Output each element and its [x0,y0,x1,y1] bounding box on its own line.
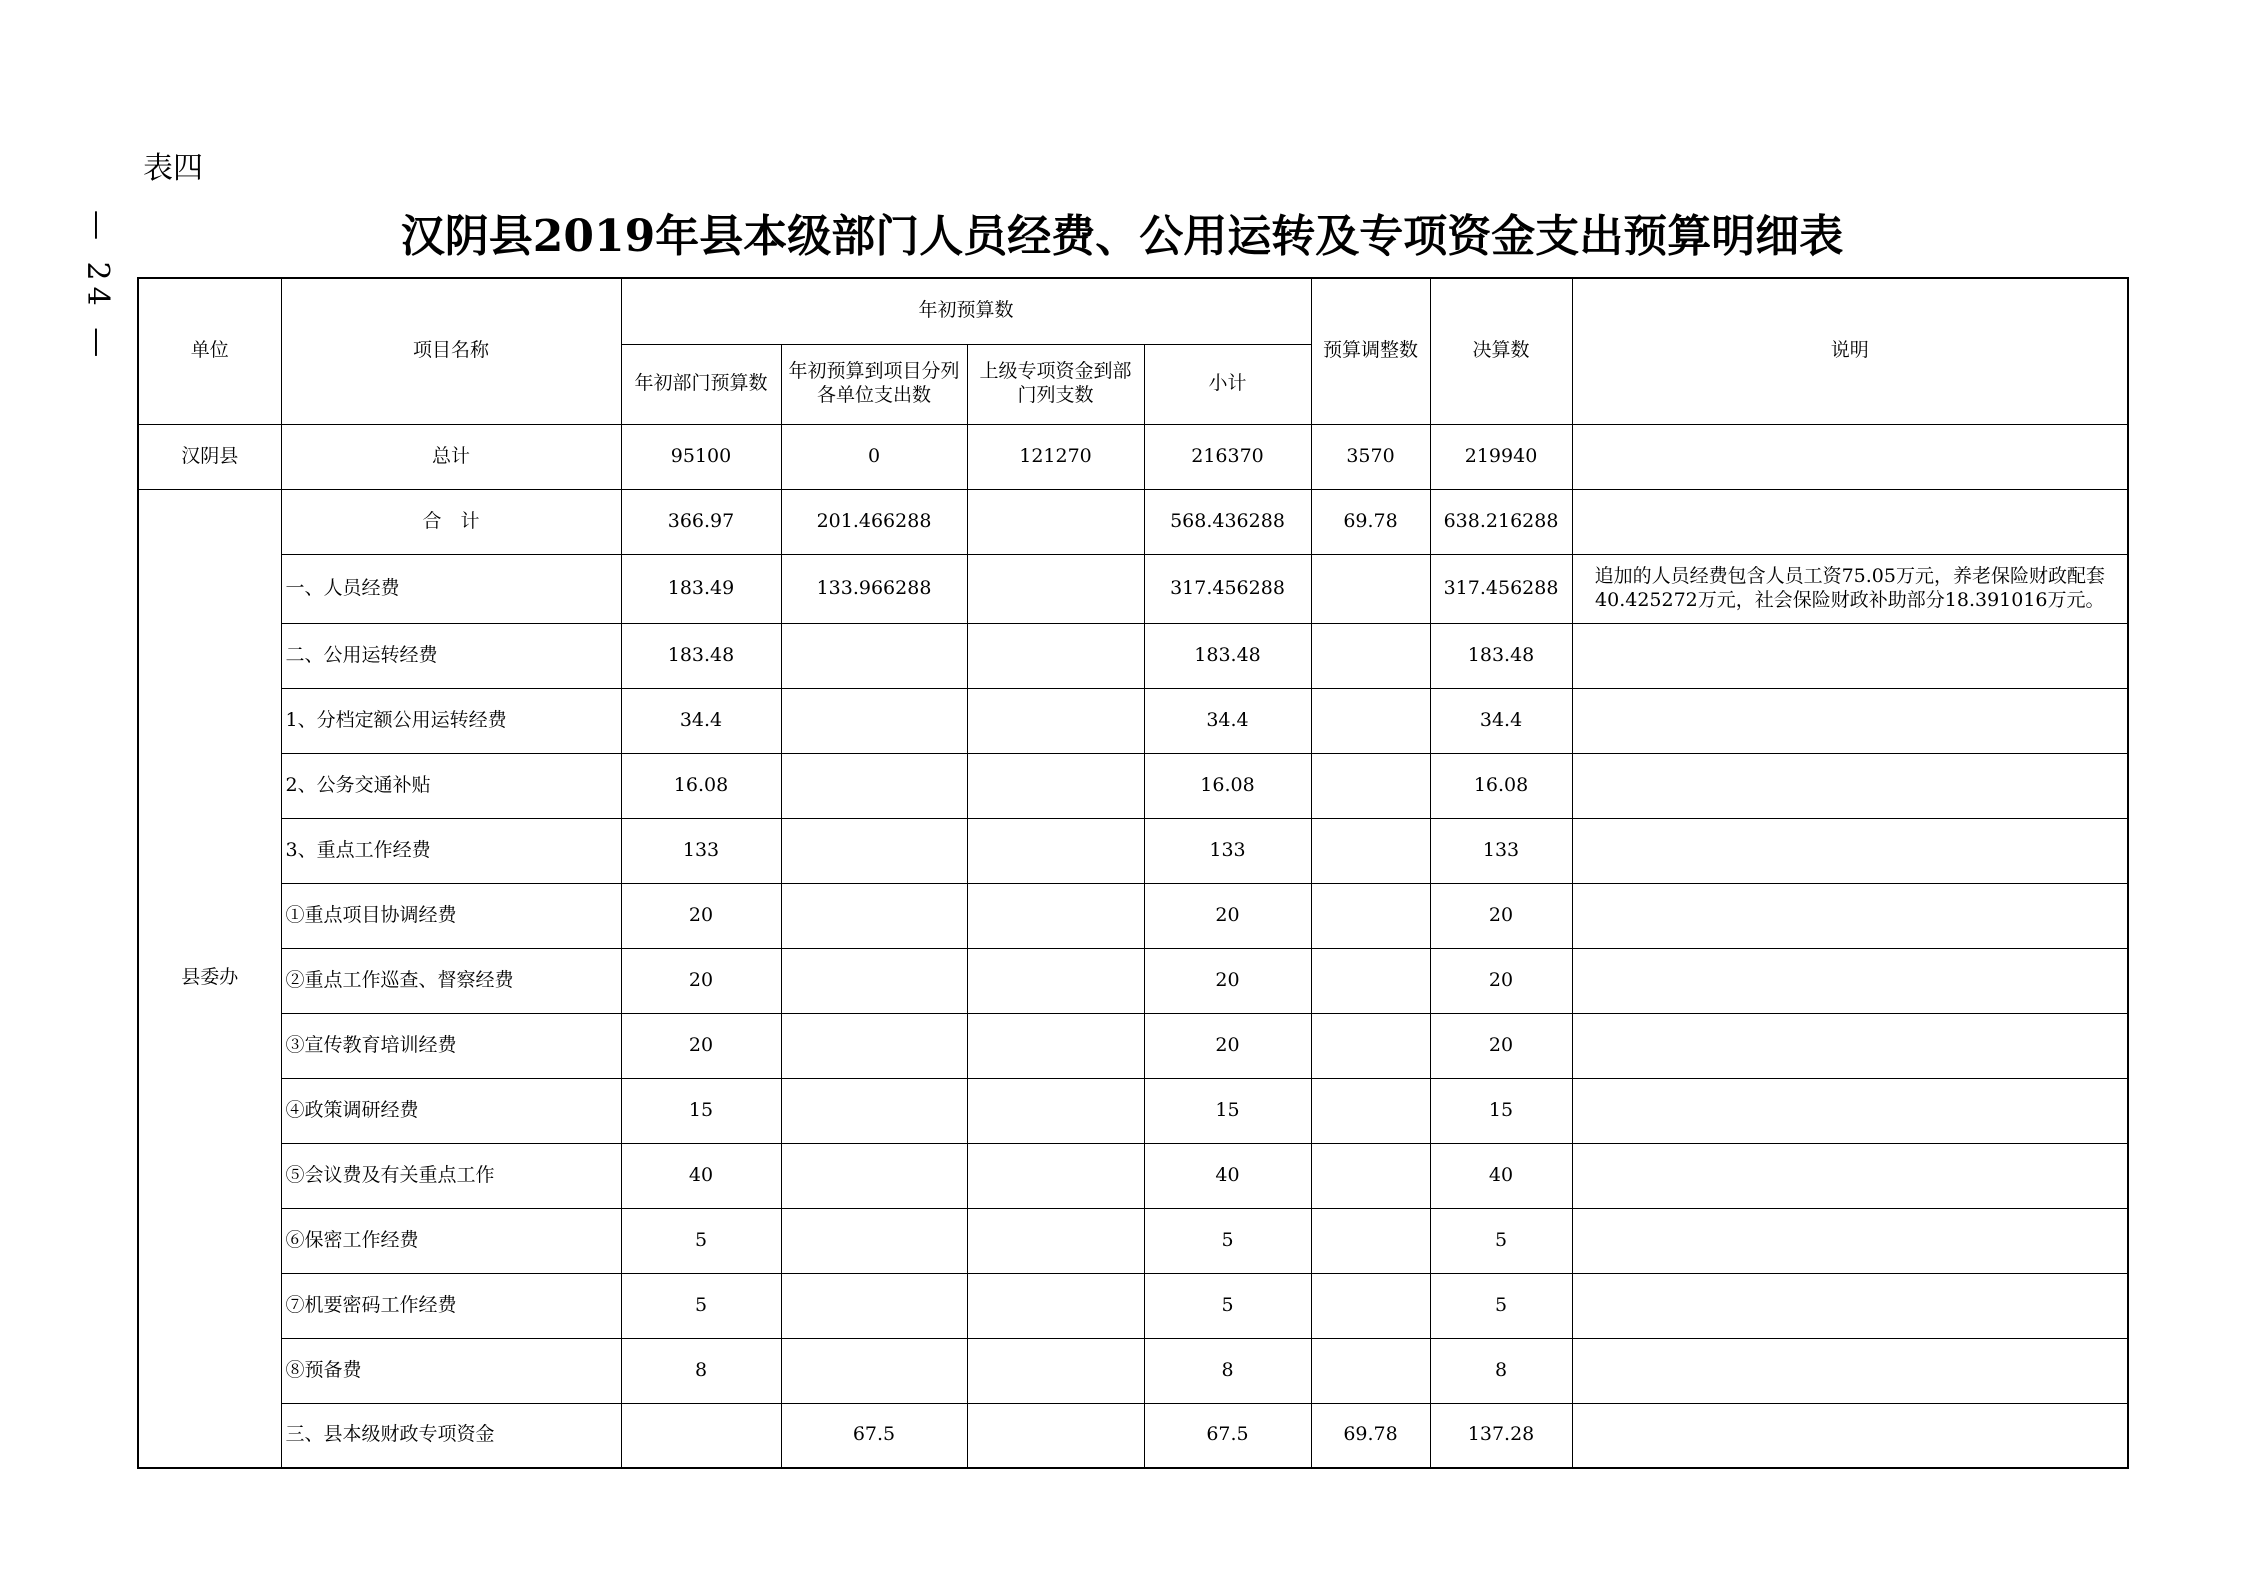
cell-subtotal: 20 [1144,883,1311,948]
cell-note [1572,688,2128,753]
header-initial-budget: 年初预算数 [621,278,1311,344]
cell-final: 20 [1430,948,1572,1013]
header-item-name: 项目名称 [281,278,621,424]
cell-special-funds [967,554,1144,623]
cell-dept-budget: 366.97 [621,489,781,554]
header-final: 决算数 [1430,278,1572,424]
header-unit: 单位 [138,278,281,424]
cell-subtotal: 40 [1144,1143,1311,1208]
cell-final: 219940 [1430,424,1572,489]
cell-final: 15 [1430,1078,1572,1143]
cell-item: 2、公务交通补贴 [281,753,621,818]
cell-dept-budget: 20 [621,883,781,948]
cell-dept-budget: 95100 [621,424,781,489]
cell-note [1572,753,2128,818]
cell-special-funds [967,688,1144,753]
table-row [138,489,2128,554]
table-row [138,1143,2128,1208]
cell-adjustment [1311,1273,1430,1338]
cell-subtotal: 20 [1144,948,1311,1013]
cell-unit: 汉阴县 [138,424,281,489]
cell-project-budget [781,623,967,688]
cell-note [1572,1208,2128,1273]
header-note [1572,278,2128,424]
cell-dept-budget: 20 [621,1013,781,1078]
cell-subtotal: 34.4 [1144,688,1311,753]
header-project-budget: 年初预算到项目分列各单位支出数 [781,344,967,424]
cell-adjustment [1311,883,1430,948]
cell-adjustment: 3570 [1311,424,1430,489]
cell-project-budget [781,1143,967,1208]
document-title: 汉阴县2019年县本级部门人员经费、公用运转及专项资金支出预算明细表 [400,211,1844,262]
cell-project-budget [781,1338,967,1403]
cell-special-funds [967,883,1144,948]
cell-adjustment [1311,1208,1430,1273]
cell-special-funds [967,1403,1144,1468]
cell-final: 5 [1430,1208,1572,1273]
table-row [138,1338,2128,1403]
cell-item: 3、重点工作经费 [281,818,621,883]
header-special-funds: 上级专项资金到部门列支数 [967,344,1144,424]
cell-item: ④政策调研经费 [281,1078,621,1143]
cell-dept-budget: 15 [621,1078,781,1143]
cell-dept-budget: 183.49 [621,554,781,623]
cell-item: 二、公用运转经费 [281,623,621,688]
cell-final: 137.28 [1430,1403,1572,1468]
cell-adjustment [1311,623,1430,688]
table-header [138,278,2128,424]
cell-subtotal: 317.456288 [1144,554,1311,623]
cell-dept-budget: 183.48 [621,623,781,688]
cell-dept-budget: 8 [621,1338,781,1403]
cell-dept-budget: 34.4 [621,688,781,753]
cell-subtotal: 16.08 [1144,753,1311,818]
cell-project-budget [781,1078,967,1143]
cell-dept-budget: 5 [621,1208,781,1273]
cell-final: 34.4 [1430,688,1572,753]
budget-table [137,277,2129,1469]
cell-adjustment [1311,1143,1430,1208]
cell-note [1572,424,2128,489]
cell-subtotal: 67.5 [1144,1403,1311,1468]
table-row [138,1078,2128,1143]
cell-special-funds [967,1143,1144,1208]
cell-subtotal: 5 [1144,1273,1311,1338]
cell-note [1572,883,2128,948]
cell-note: 追加的人员经费包含人员工资75.05万元，养老保险财政配套40.425272万元，社会保险财政补助部分18.391016万元。 [1572,554,2128,623]
cell-item: 合 计 [281,489,621,554]
cell-subtotal: 216370 [1144,424,1311,489]
cell-item: ⑥保密工作经费 [281,1208,621,1273]
cell-special-funds [967,753,1144,818]
cell-item: 总计 [281,424,621,489]
cell-project-budget [781,688,967,753]
cell-special-funds [967,623,1144,688]
cell-adjustment [1311,554,1430,623]
cell-final: 133 [1430,818,1572,883]
cell-adjustment [1311,948,1430,1013]
cell-subtotal: 15 [1144,1078,1311,1143]
cell-item: ②重点工作巡查、督察经费 [281,948,621,1013]
cell-project-budget [781,818,967,883]
cell-note [1572,1143,2128,1208]
cell-adjustment [1311,753,1430,818]
table-row [138,1273,2128,1338]
cell-special-funds [967,1338,1144,1403]
cell-final: 638.216288 [1430,489,1572,554]
cell-adjustment: 69.78 [1311,1403,1430,1468]
table-row [138,688,2128,753]
cell-item: ③宣传教育培训经费 [281,1013,621,1078]
cell-final: 40 [1430,1143,1572,1208]
cell-special-funds [967,948,1144,1013]
cell-item: 一、人员经费 [281,554,621,623]
header-dept-budget: 年初部门预算数 [621,344,781,424]
cell-project-budget [781,1273,967,1338]
table-row [138,1403,2128,1468]
cell-note [1572,1338,2128,1403]
cell-item: ⑦机要密码工作经费 [281,1273,621,1338]
cell-note [1572,1273,2128,1338]
cell-note [1572,623,2128,688]
cell-item: 三、县本级财政专项资金 [281,1403,621,1468]
cell-subtotal: 133 [1144,818,1311,883]
table-row [138,1208,2128,1273]
cell-subtotal: 8 [1144,1338,1311,1403]
cell-special-funds [967,1013,1144,1078]
cell-adjustment [1311,1013,1430,1078]
cell-special-funds: 121270 [967,424,1144,489]
cell-project-budget: 133.966288 [781,554,967,623]
cell-project-budget [781,883,967,948]
cell-adjustment: 69.78 [1311,489,1430,554]
cell-note [1572,818,2128,883]
cell-item: 1、分档定额公用运转经费 [281,688,621,753]
cell-project-budget: 67.5 [781,1403,967,1468]
header-note-char-a: 说 [1830,339,1850,362]
cell-dept-budget: 20 [621,948,781,1013]
header-adjustment: 预算调整数 [1311,278,1430,424]
table-row [138,753,2128,818]
cell-adjustment [1311,688,1430,753]
cell-dept-budget: 133 [621,818,781,883]
cell-item: ①重点项目协调经费 [281,883,621,948]
header-subtotal: 小计 [1144,344,1311,424]
cell-project-budget [781,1013,967,1078]
cell-project-budget: 201.466288 [781,489,967,554]
cell-adjustment [1311,1078,1430,1143]
cell-note [1572,948,2128,1013]
cell-adjustment [1311,1338,1430,1403]
cell-final: 20 [1430,1013,1572,1078]
table-row [138,623,2128,688]
cell-special-funds [967,489,1144,554]
cell-note [1572,489,2128,554]
table-row [138,948,2128,1013]
page-number: — 24 — [80,210,115,364]
cell-subtotal: 183.48 [1144,623,1311,688]
cell-final: 16.08 [1430,753,1572,818]
table-row [138,554,2128,623]
cell-adjustment [1311,818,1430,883]
cell-note [1572,1403,2128,1468]
cell-subtotal: 5 [1144,1208,1311,1273]
cell-final: 8 [1430,1338,1572,1403]
cell-project-budget [781,1208,967,1273]
cell-subtotal: 568.436288 [1144,489,1311,554]
header-note-char-b: 明 [1849,339,1869,362]
table-row [138,883,2128,948]
cell-final: 317.456288 [1430,554,1572,623]
cell-dept-budget: 40 [621,1143,781,1208]
cell-special-funds [967,1078,1144,1143]
cell-project-budget [781,753,967,818]
cell-dept-budget: 16.08 [621,753,781,818]
cell-subtotal: 20 [1144,1013,1311,1078]
cell-special-funds [967,1208,1144,1273]
cell-dept-budget: 5 [621,1273,781,1338]
cell-special-funds [967,1273,1144,1338]
cell-project-budget [781,948,967,1013]
cell-note [1572,1078,2128,1143]
table-row [138,818,2128,883]
cell-final: 5 [1430,1273,1572,1338]
cell-note [1572,1013,2128,1078]
cell-final: 183.48 [1430,623,1572,688]
cell-group-unit: 县委办 [138,489,281,1468]
cell-final: 20 [1430,883,1572,948]
table-row [138,1013,2128,1078]
cell-item: ⑧预备费 [281,1338,621,1403]
table-label: 表四 [143,151,203,186]
cell-item: ⑤会议费及有关重点工作 [281,1143,621,1208]
cell-special-funds [967,818,1144,883]
cell-project-budget: 0 [781,424,967,489]
cell-dept-budget [621,1403,781,1468]
summary-row [138,424,2128,489]
